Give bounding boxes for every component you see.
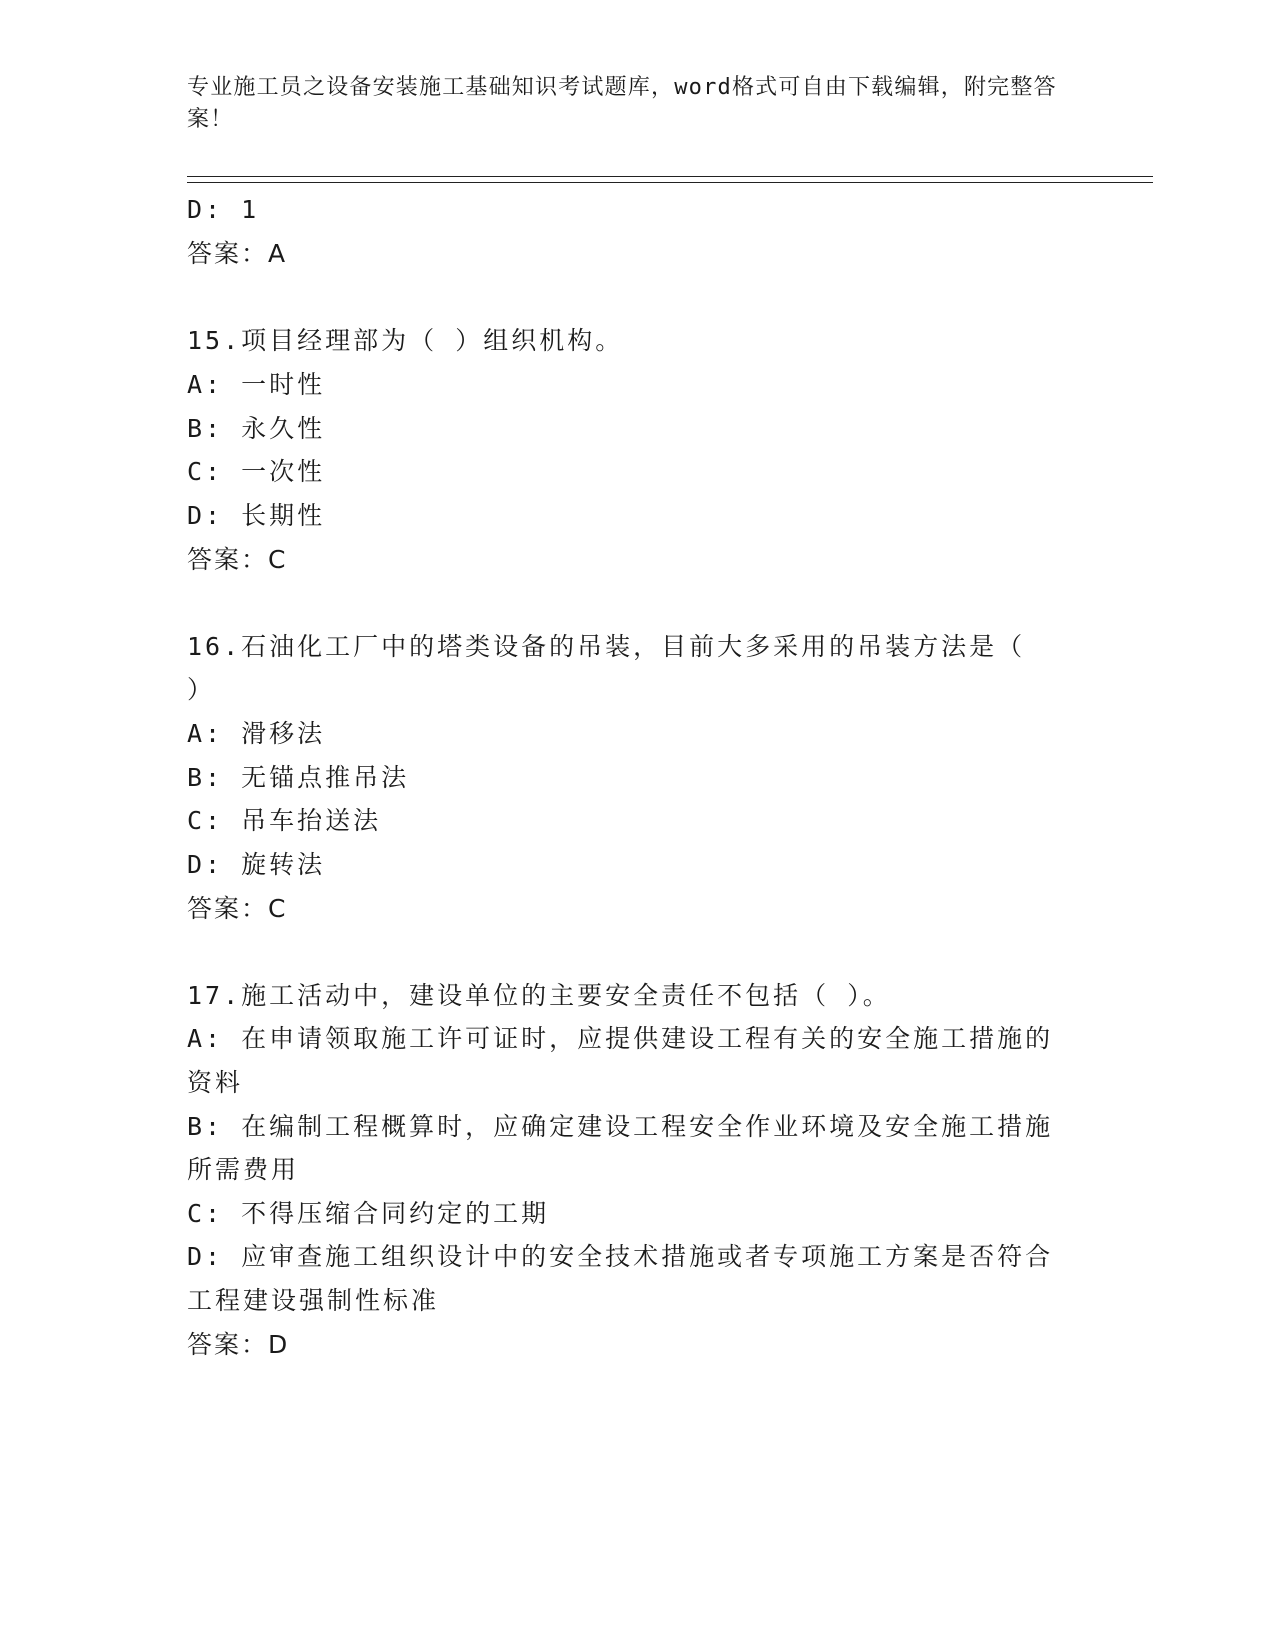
- q16-option-d: D: 旋转法: [187, 850, 326, 879]
- q16-option-b: B: 无锚点推吊法: [187, 763, 410, 792]
- q16-answer: 答案：C: [187, 894, 288, 923]
- q16-stem-line1: 16.石油化工厂中的塔类设备的吊装，目前大多采用的吊装方法是（: [187, 632, 1026, 661]
- prev-answer: 答案：A: [187, 239, 288, 268]
- q17-option-a-line2: 资料: [187, 1068, 244, 1097]
- q17-option-c: C: 不得压缩合同约定的工期: [187, 1199, 550, 1228]
- q17-option-d-line1: D: 应审查施工组织设计中的安全技术措施或者专项施工方案是否符合: [187, 1242, 1054, 1271]
- header-divider-bottom: [187, 182, 1153, 183]
- q15-stem: 15.项目经理部为（ ）组织机构。: [187, 326, 624, 355]
- q15-option-d: D: 长期性: [187, 501, 326, 530]
- q16-option-a: A: 滑移法: [187, 719, 326, 748]
- q16-stem-line2: ）: [187, 675, 216, 704]
- q17-option-a-line1: A: 在申请领取施工许可证时，应提供建设工程有关的安全施工措施的: [187, 1024, 1054, 1053]
- q15-option-a: A: 一时性: [187, 370, 326, 399]
- q15-option-c: C: 一次性: [187, 457, 326, 486]
- q17-stem: 17.施工活动中，建设单位的主要安全责任不包括（ ）。: [187, 981, 891, 1010]
- q15-answer: 答案：C: [187, 545, 288, 574]
- q17-option-d-line2: 工程建设强制性标准: [187, 1286, 440, 1315]
- document-header: 专业施工员之设备安装施工基础知识考试题库，word格式可自由下载编辑，附完整答案！: [187, 75, 1057, 132]
- q17-answer: 答案：D: [187, 1330, 290, 1359]
- q15-option-b: B: 永久性: [187, 414, 326, 443]
- q17-option-b-line2: 所需费用: [187, 1155, 300, 1184]
- header-divider-top: [187, 176, 1153, 177]
- q17-option-b-line1: B: 在编制工程概算时，应确定建设工程安全作业环境及安全施工措施: [187, 1112, 1054, 1141]
- prev-option-d: D: 1: [187, 195, 260, 224]
- q16-option-c: C: 吊车抬送法: [187, 806, 382, 835]
